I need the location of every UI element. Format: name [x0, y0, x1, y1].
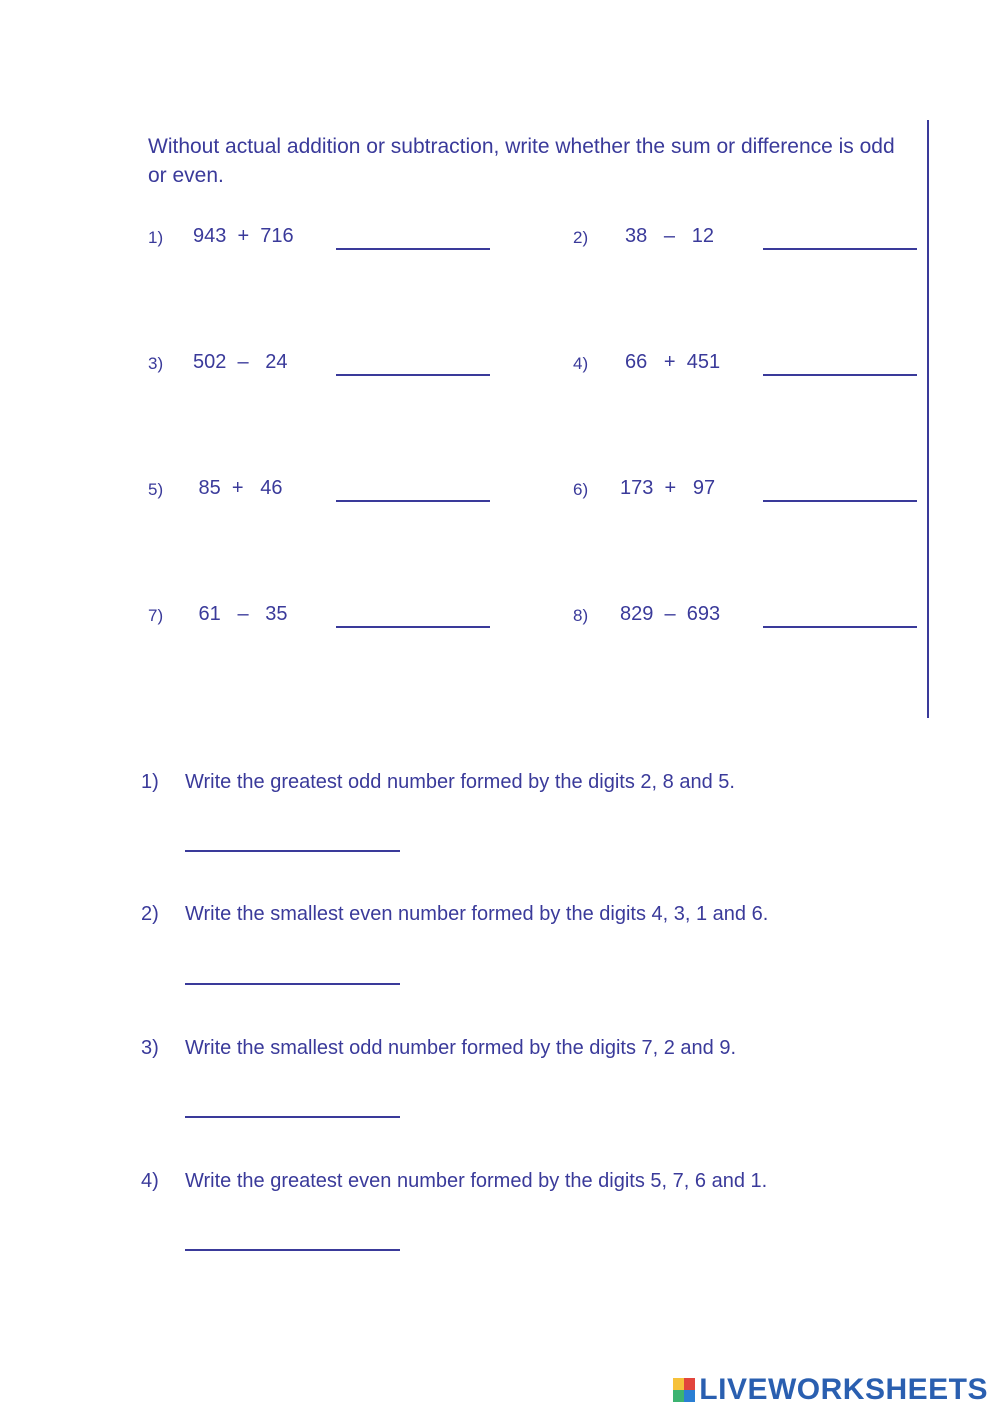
- problem-4-answer-line[interactable]: [763, 374, 917, 376]
- problem-2-number: 2): [573, 228, 589, 247]
- problem-3-expression: 502 – 24: [193, 351, 288, 373]
- question-4-number: 4): [141, 1170, 159, 1192]
- question-2-answer-line[interactable]: [185, 983, 400, 985]
- problem-7-expression: 61 – 35: [193, 603, 288, 625]
- question-2-text: Write the smallest even number formed by the digits 4, 3, 1 and 6.: [185, 903, 769, 925]
- problem-8-number: 8): [573, 606, 589, 625]
- problem-6-expression: 173 + 97: [620, 477, 716, 499]
- problem-8-answer-line[interactable]: [763, 626, 917, 628]
- problem-1-answer-line[interactable]: [336, 248, 490, 250]
- problem-5-expression: 85 + 46: [193, 477, 283, 499]
- logo-text: LIVEWORKSHEETS: [699, 1373, 988, 1406]
- question-3-number: 3): [141, 1037, 159, 1059]
- problem-7-answer-line[interactable]: [336, 626, 490, 628]
- question-3-text: Write the smallest odd number formed by the digits 7, 2 and 9.: [185, 1037, 737, 1059]
- problem-3-number: 3): [148, 354, 164, 373]
- question-2-number: 2): [141, 903, 159, 925]
- question-3-answer-line[interactable]: [185, 1116, 400, 1118]
- question-1-text: Write the greatest odd number formed by the digits 2, 8 and 5.: [185, 771, 735, 793]
- problem-3-answer-line[interactable]: [336, 374, 490, 376]
- liveworksheets-logo: [673, 1374, 988, 1406]
- problem-5-number: 5): [148, 480, 164, 499]
- problem-6-number: 6): [573, 480, 589, 499]
- problem-2-expression: 38 – 12: [625, 225, 714, 247]
- problem-7-number: 7): [148, 606, 164, 625]
- problem-1-expression: 943 + 716: [193, 225, 294, 247]
- problem-6-answer-line[interactable]: [763, 500, 917, 502]
- problem-4-expression: 66 + 451: [625, 351, 721, 373]
- problem-5-answer-line[interactable]: [336, 500, 490, 502]
- problem-8-expression: 829 – 693: [620, 603, 721, 625]
- instructions: Without actual addition or subtraction, write whether the sum or difference is odd or even.: [148, 135, 895, 187]
- problem-4-number: 4): [573, 354, 589, 373]
- question-1-answer-line[interactable]: [185, 850, 400, 852]
- question-4-answer-line[interactable]: [185, 1249, 400, 1251]
- problem-1-number: 1): [148, 228, 164, 247]
- logo-icon: [673, 1378, 695, 1402]
- problem-2-answer-line[interactable]: [763, 248, 917, 250]
- question-4-text: Write the greatest even number formed by the digits 5, 7, 6 and 1.: [185, 1170, 768, 1192]
- vertical-divider: [927, 120, 929, 718]
- question-1-number: 1): [141, 771, 159, 793]
